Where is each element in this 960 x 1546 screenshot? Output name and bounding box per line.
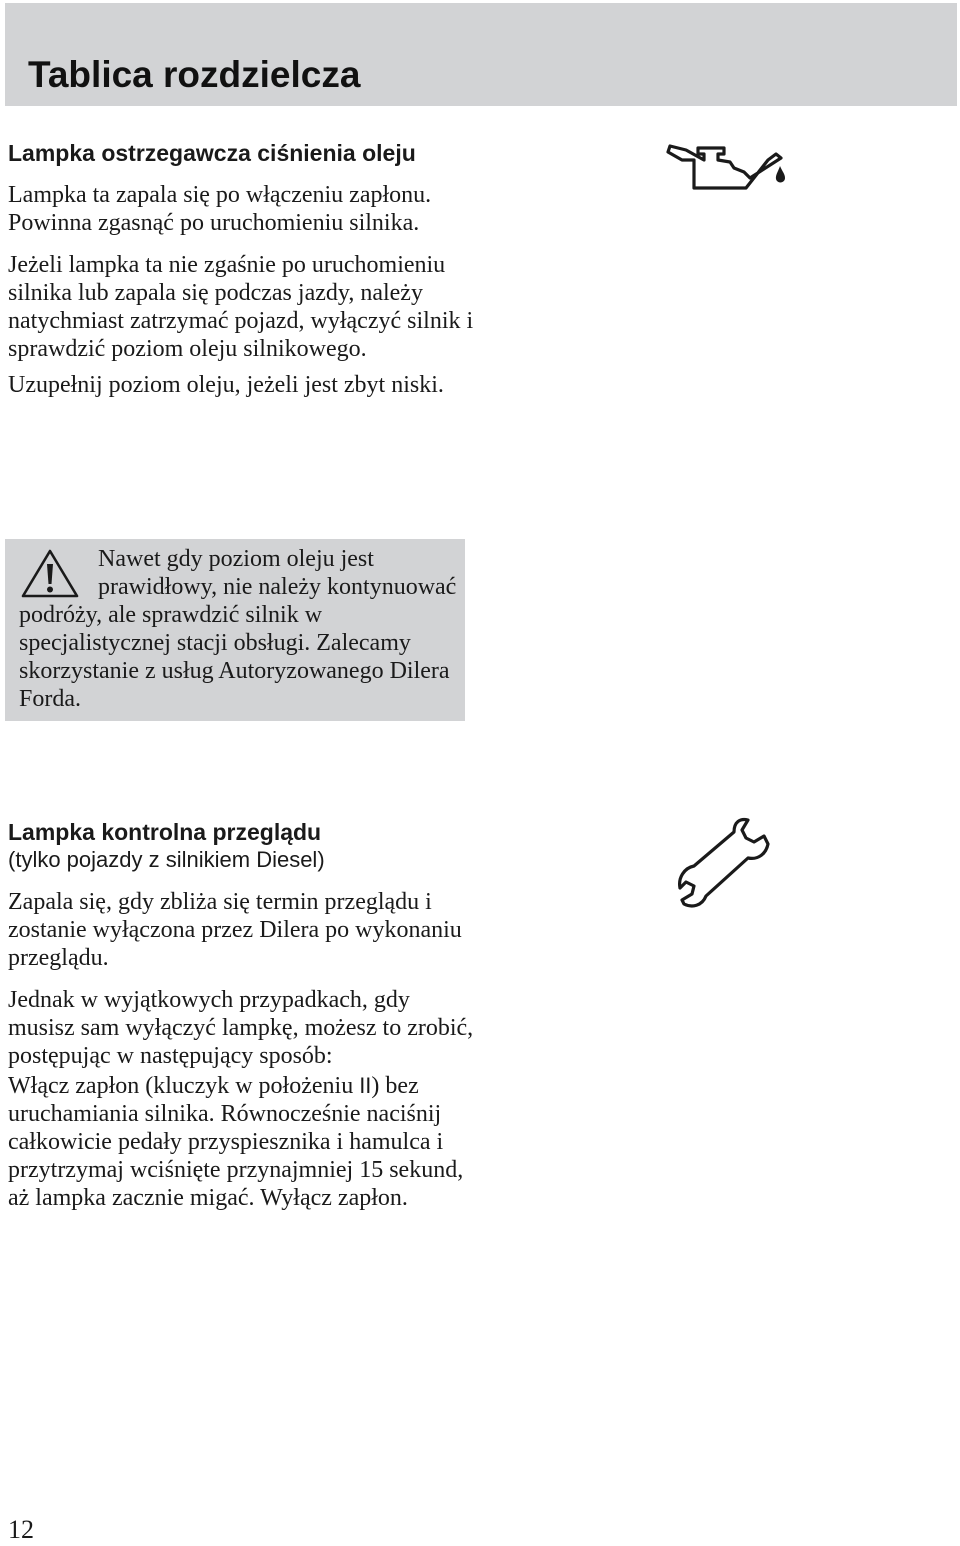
service-paragraph-1: Zapala się, gdy zbliża się termin przeglądu i zostanie wyłączona przez Dilera po wykonaniu przeglądu. (8, 889, 462, 971)
service-subheading: (tylko pojazdy z silnikiem Diesel) (8, 847, 325, 872)
warning-text-container (19, 545, 459, 713)
wrench-icon (676, 816, 774, 910)
page-title: Tablica rozdzielcza (28, 54, 361, 95)
service-paragraph-2: Jednak w wyjątkowych przypadkach, gdy musisz sam wyłączyć lampkę, możesz to zrobić, postępując w następujący sposób: (8, 987, 474, 1069)
oil-pressure-paragraph-1: Lampka ta zapala się po włączeniu zapłonu. Powinna zgasnąć po uruchomieniu silnika. (8, 182, 432, 236)
ignition-position: II (359, 1073, 372, 1098)
service-section (8, 818, 478, 1212)
page-number: 12 (8, 1515, 34, 1544)
oil-pressure-paragraph-3: Uzupełnij poziom oleju, jeżeli jest zbyt niski. (8, 372, 444, 398)
oil-can-icon (664, 140, 790, 192)
service-paragraph-3-end: ) bez uruchamiania silnika. Równocześnie naciśnij całkowicie pedały przyspiesznika i hamulca i przytrzymaj wciśnięte przynajmniej 15 sekund, aż lampka zacznie migać. Wyłącz zapłon. (8, 1073, 464, 1211)
oil-pressure-section (8, 139, 478, 399)
service-paragraph-3 (8, 1072, 478, 1212)
warning-box (5, 539, 465, 721)
service-paragraph-3-start: Włącz zapłon (kluczyk w położeniu (8, 1073, 360, 1099)
oil-pressure-paragraph-2: Jeżeli lampka ta nie zgaśnie po uruchomieniu silnika lub zapala się podczas jazdy, należy natychmiast zatrzymać pojazd, wyłączyć silnik i sprawdzić poziom oleju silnikowego. (8, 252, 474, 362)
warning-text: Nawet gdy poziom oleju jest prawidłowy, nie należy kontynuować podróży, ale sprawdzić silnik w specjalistycznej stacji obsługi. Zalecamy skorzystanie z usług Autoryzowanego Dilera Forda. (19, 546, 457, 712)
service-heading: Lampka kontrolna przeglądu (8, 819, 322, 845)
oil-pressure-heading: Lampka ostrzegawcza ciśnienia oleju (8, 140, 416, 166)
